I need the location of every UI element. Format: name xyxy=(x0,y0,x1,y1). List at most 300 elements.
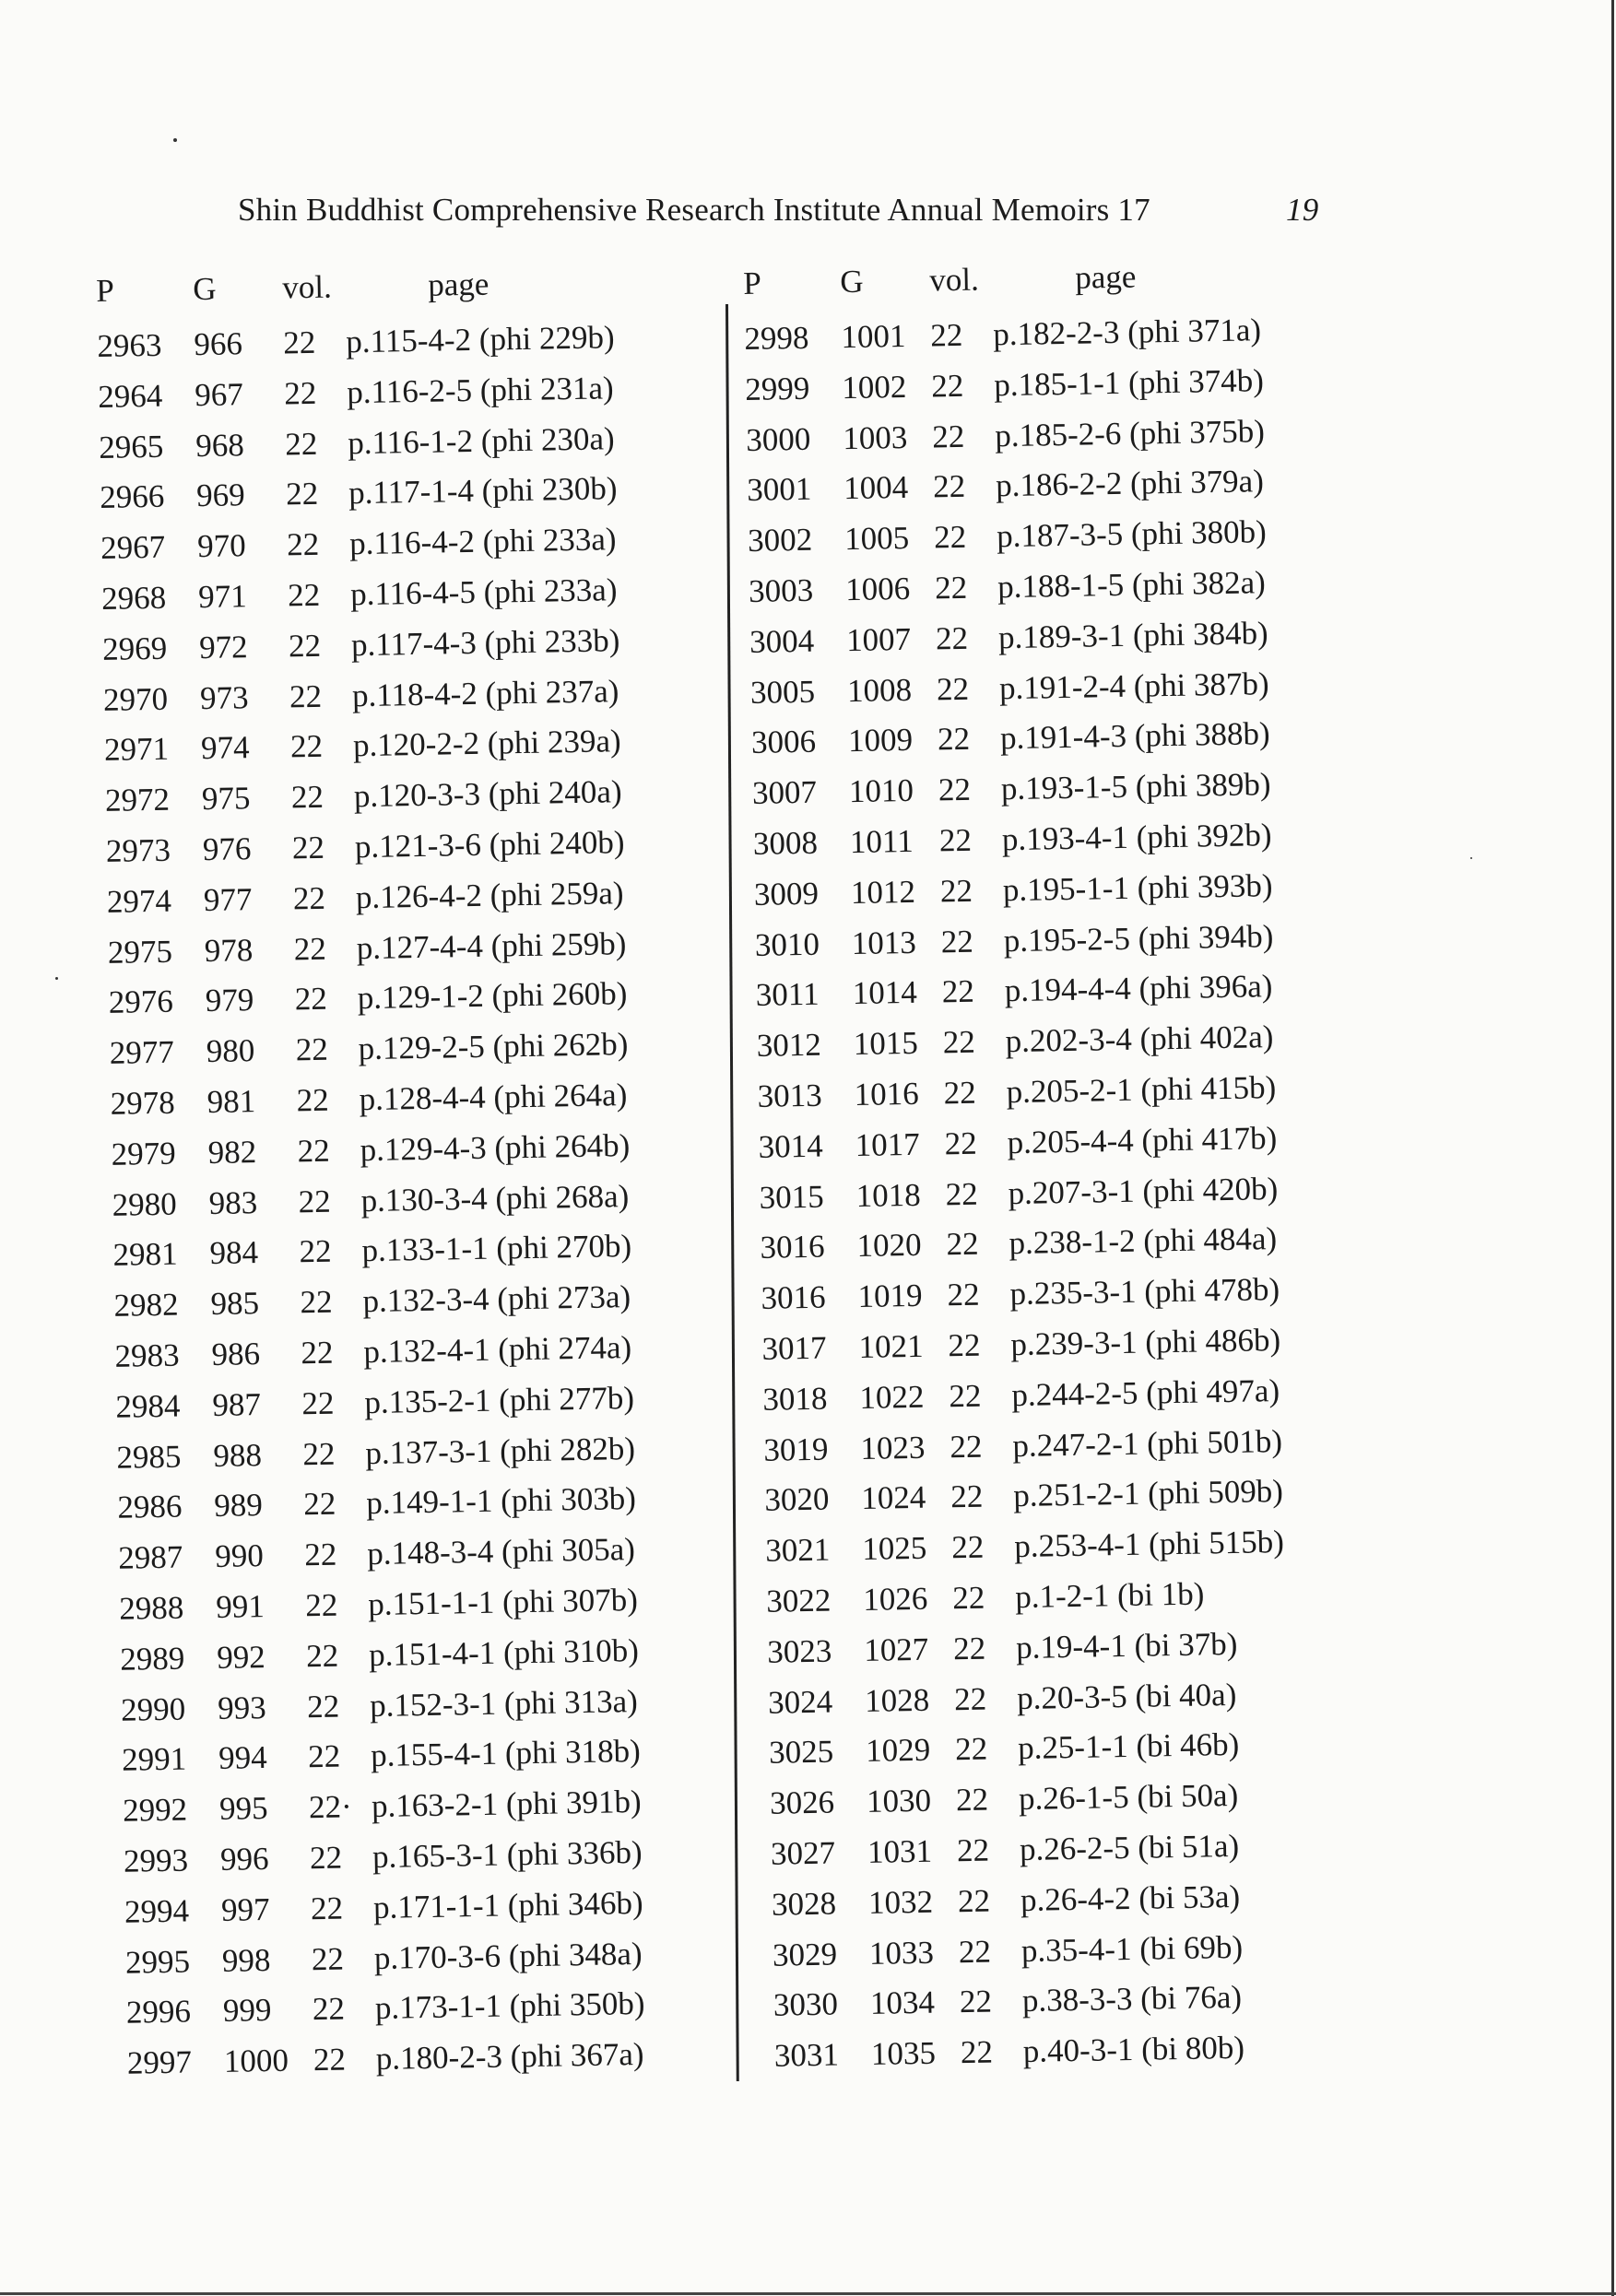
cell-page: p.120-2-2 (phi 239a) xyxy=(352,723,621,764)
cell-page: p.185-1-1 (phi 374b) xyxy=(993,361,1265,404)
cell-vol: 22 xyxy=(312,1990,346,2028)
cell-page: p.151-1-1 (phi 307b) xyxy=(367,1581,639,1622)
cell-g: 1001 xyxy=(841,317,906,356)
cell-vol: 22 xyxy=(289,728,324,765)
cell-p: 2966 xyxy=(99,478,165,516)
cell-g: 1016 xyxy=(854,1075,920,1113)
cell-vol: 22 xyxy=(930,316,963,354)
scan-edge-right xyxy=(1611,0,1614,2296)
cell-g: 999 xyxy=(222,1992,272,2030)
cell-p: 3004 xyxy=(749,622,815,660)
cell-page: p.130-3-4 (phi 268a) xyxy=(360,1177,630,1219)
cell-vol: 22 xyxy=(956,1831,990,1869)
header-p: P xyxy=(96,272,115,309)
cell-g: 1003 xyxy=(842,418,908,456)
cell-vol: 22 xyxy=(947,1276,980,1313)
cell-g: 998 xyxy=(221,1941,271,1979)
cell-page: p.132-3-4 (phi 273a) xyxy=(362,1278,631,1320)
cell-vol: 22 xyxy=(941,973,975,1010)
cell-page: p.189-3-1 (phi 384b) xyxy=(997,614,1268,656)
cell-p: 3006 xyxy=(750,724,817,761)
cell-page: p.137-3-1 (phi 282b) xyxy=(365,1430,636,1471)
cell-g: 989 xyxy=(214,1487,264,1525)
cell-g: 991 xyxy=(215,1587,265,1625)
cell-vol: 22 xyxy=(954,1730,988,1768)
cell-g: 1033 xyxy=(868,1934,935,1972)
cell-p: 2987 xyxy=(117,1538,183,1576)
cell-vol: 22 xyxy=(305,1637,339,1674)
cell-g: 1014 xyxy=(852,974,918,1012)
cell-vol: 22 xyxy=(302,1435,336,1472)
cell-g: 1031 xyxy=(867,1832,933,1870)
cell-g: 975 xyxy=(201,780,251,818)
cell-g: 1006 xyxy=(844,570,911,608)
scan-speck xyxy=(173,138,177,142)
cell-vol: 22 xyxy=(297,1132,330,1170)
header-p: P xyxy=(743,265,762,301)
cell-g: 1021 xyxy=(858,1327,924,1365)
cell-p: 2968 xyxy=(100,579,167,617)
cell-p: 2969 xyxy=(101,630,168,667)
cell-page: p.202-3-4 (phi 402a) xyxy=(1005,1018,1274,1060)
cell-vol: 22 xyxy=(299,1233,332,1270)
cell-page: p.188-1-5 (phi 382a) xyxy=(997,564,1267,606)
cell-g: 1005 xyxy=(843,520,910,558)
cell-g: 1032 xyxy=(867,1883,934,1921)
cell-p: 3031 xyxy=(773,2036,840,2074)
cell-vol: 22 xyxy=(935,619,969,657)
cell-g: 966 xyxy=(194,325,243,363)
cell-g: 996 xyxy=(219,1840,269,1878)
cell-page: p.244-2-5 (phi 497a) xyxy=(1011,1372,1280,1413)
cell-page: p.207-3-1 (phi 420b) xyxy=(1008,1170,1279,1211)
page-number: 19 xyxy=(1286,192,1319,228)
cell-p: 2986 xyxy=(117,1488,183,1526)
cell-page: p.155-4-1 (phi 318b) xyxy=(370,1733,642,1774)
cell-page: p.235-3-1 (phi 478b) xyxy=(1009,1271,1280,1313)
cell-g: 1018 xyxy=(855,1176,921,1214)
cell-vol: 22 xyxy=(931,418,965,455)
cell-vol: 22 xyxy=(943,1074,977,1112)
cell-page: p.128-4-4 (phi 264a) xyxy=(359,1077,628,1118)
cell-page: p.117-1-4 (phi 230b) xyxy=(348,470,618,512)
cell-p: 2979 xyxy=(111,1135,177,1172)
cell-g: 1030 xyxy=(866,1782,932,1820)
cell-g: 972 xyxy=(198,628,248,665)
cell-p: 2967 xyxy=(100,528,166,567)
cell-p: 2991 xyxy=(121,1740,187,1779)
cell-page: p.182-2-3 (phi 371a) xyxy=(993,312,1262,353)
cell-p: 2982 xyxy=(113,1286,179,1324)
cell-g: 1026 xyxy=(862,1580,928,1618)
cell-page: p.185-2-6 (phi 375b) xyxy=(994,412,1266,453)
cell-p: 2996 xyxy=(125,1993,192,2031)
cell-p: 3028 xyxy=(771,1885,837,1923)
cell-g: 1011 xyxy=(849,822,914,861)
cell-p: 3029 xyxy=(772,1936,838,1973)
cell-p: 2980 xyxy=(112,1185,177,1223)
cell-g: 971 xyxy=(197,578,247,616)
cell-vol: 22 xyxy=(303,1485,336,1523)
cell-p: 2997 xyxy=(126,2043,193,2081)
cell-g: 990 xyxy=(214,1537,265,1575)
cell-page: p.116-2-5 (phi 231a) xyxy=(346,370,614,411)
cell-p: 3013 xyxy=(757,1077,823,1114)
cell-vol: 22 xyxy=(958,1933,992,1970)
right-table-body xyxy=(744,309,1438,2088)
cell-page: p.187-3-5 (phi 380b) xyxy=(996,513,1268,555)
cell-vol: 22 xyxy=(293,930,327,967)
header-vol: vol. xyxy=(928,261,980,299)
cell-g: 1019 xyxy=(857,1277,923,1315)
cell-p: 3019 xyxy=(763,1431,829,1468)
cell-page: p.148-3-4 (phi 305a) xyxy=(366,1531,636,1572)
cell-p: 3008 xyxy=(752,824,819,862)
cell-p: 3020 xyxy=(764,1480,830,1519)
cell-g: 979 xyxy=(205,982,254,1019)
cell-page: p.151-4-1 (phi 310b) xyxy=(368,1631,640,1673)
cell-g: 987 xyxy=(212,1385,262,1423)
cell-p: 3002 xyxy=(747,521,813,559)
cell-vol: 22 xyxy=(933,519,967,556)
cell-g: 1022 xyxy=(859,1378,925,1416)
table-row xyxy=(127,2033,792,2095)
cell-vol: 22 xyxy=(294,981,328,1018)
cell-page: p.173-1-1 (phi 350b) xyxy=(374,1985,645,2027)
cell-page: p.163-2-1 (phi 391b) xyxy=(371,1784,642,1825)
cell-vol: 22 xyxy=(940,923,974,960)
cell-vol: 22 xyxy=(944,1124,977,1162)
cell-page: p.193-4-1 (phi 392b) xyxy=(1001,817,1272,858)
cell-page: p.186-2-2 (phi 379a) xyxy=(995,463,1265,504)
cell-p: 2994 xyxy=(124,1892,190,1930)
cell-page: p.152-3-1 (phi 313a) xyxy=(369,1682,639,1724)
cell-g: 977 xyxy=(203,880,253,918)
cell-p: 2999 xyxy=(745,370,810,407)
cell-g: 992 xyxy=(216,1638,266,1676)
cell-p: 2971 xyxy=(103,731,170,769)
cell-vol: 22 xyxy=(290,778,324,816)
cell-p: 3021 xyxy=(764,1531,831,1569)
cell-p: 3016 xyxy=(761,1278,826,1316)
cell-p: 2988 xyxy=(118,1589,184,1627)
cell-g: 976 xyxy=(202,830,252,868)
cell-p: 3007 xyxy=(751,773,818,812)
cell-page: p.116-4-5 (phi 233a) xyxy=(349,571,618,613)
header-vol: vol. xyxy=(281,268,333,306)
cell-page: p.38-3-3 (bi 76a) xyxy=(1021,1979,1243,2019)
cell-vol: 22 xyxy=(948,1326,981,1364)
cell-g: 1024 xyxy=(861,1479,926,1517)
cell-p: 2990 xyxy=(120,1690,186,1728)
cell-page: p.194-4-4 (phi 396a) xyxy=(1004,968,1273,1009)
cell-g: 1000 xyxy=(223,2042,289,2079)
cell-p: 3010 xyxy=(754,925,820,963)
cell-p: 3012 xyxy=(756,1026,822,1065)
cell-page: p.191-2-4 (phi 387b) xyxy=(998,665,1269,706)
cell-g: 1020 xyxy=(856,1227,922,1265)
running-header xyxy=(238,192,1326,229)
cell-p: 2978 xyxy=(110,1084,176,1122)
cell-page: p.25-1-1 (bi 46b) xyxy=(1017,1726,1240,1767)
cell-g: 1035 xyxy=(870,2034,937,2072)
cell-vol: 22 xyxy=(942,1023,976,1061)
cell-vol: 22 xyxy=(291,829,325,866)
cell-g: 1013 xyxy=(851,924,917,961)
cell-page: p.116-4-2 (phi 233a) xyxy=(348,521,617,562)
cell-p: 2963 xyxy=(97,326,162,364)
right-column-table xyxy=(743,253,1438,2088)
cell-g: 980 xyxy=(206,1032,255,1070)
cell-vol: 22 xyxy=(959,1983,993,2020)
cell-vol: 22 xyxy=(951,1579,985,1617)
cell-page: p.129-2-5 (phi 262b) xyxy=(358,1026,629,1067)
cell-page: p.170-3-6 (phi 348a) xyxy=(373,1935,643,1976)
left-column-table xyxy=(96,261,791,2095)
cell-page: p.238-1-2 (phi 484a) xyxy=(1009,1220,1278,1262)
cell-p: 3011 xyxy=(755,976,820,1014)
cell-g: 1004 xyxy=(843,469,909,507)
cell-p: 2970 xyxy=(102,680,169,718)
cell-p: 3005 xyxy=(749,673,816,711)
cell-g: 984 xyxy=(209,1234,259,1272)
cell-p: 2976 xyxy=(108,983,174,1021)
cell-p: 2992 xyxy=(122,1791,188,1829)
cell-vol: 22 xyxy=(945,1175,978,1212)
cell-page: p.193-1-5 (phi 389b) xyxy=(1000,766,1271,807)
cell-g: 1029 xyxy=(865,1732,931,1770)
cell-g: 993 xyxy=(217,1689,267,1726)
header-g: G xyxy=(192,270,217,308)
cell-p: 3018 xyxy=(762,1380,828,1418)
cell-page: p.120-3-3 (phi 240a) xyxy=(353,773,622,815)
cell-vol: 22 xyxy=(300,1283,333,1321)
cell-vol: 22 xyxy=(949,1377,982,1415)
cell-page: p.205-2-1 (phi 415b) xyxy=(1006,1068,1277,1111)
cell-g: 974 xyxy=(200,729,250,767)
cell-vol: 22 xyxy=(309,1839,343,1877)
cell-page: p.251-2-1 (phi 509b) xyxy=(1013,1473,1284,1514)
cell-page: p.132-4-1 (phi 274a) xyxy=(363,1328,632,1371)
cell-page: p.135-2-1 (phi 277b) xyxy=(364,1379,635,1420)
cell-g: 1002 xyxy=(841,368,907,406)
cell-page: p.129-1-2 (phi 260b) xyxy=(357,975,628,1017)
cell-page: p.20-3-5 (bi 40a) xyxy=(1016,1676,1237,1716)
cell-p: 2972 xyxy=(104,781,171,819)
cell-vol: 22 xyxy=(960,2033,994,2071)
cell-page: p.247-2-1 (phi 501b) xyxy=(1012,1422,1283,1464)
cell-p: 2975 xyxy=(107,933,173,971)
cell-vol: 22 xyxy=(939,872,973,910)
cell-page: p.171-1-1 (phi 346b) xyxy=(372,1884,643,1925)
cell-page: p.133-1-1 (phi 270b) xyxy=(361,1228,632,1269)
cell-page: p.19-4-1 (bi 37b) xyxy=(1015,1625,1238,1666)
cell-p: 2977 xyxy=(109,1033,175,1072)
cell-vol: 22 xyxy=(289,677,323,714)
cell-p: 3023 xyxy=(766,1632,832,1670)
scan-speck xyxy=(1470,857,1472,859)
cell-vol: 22 xyxy=(310,1890,344,1926)
cell-p: 3017 xyxy=(761,1329,827,1367)
cell-g: 1034 xyxy=(869,1984,936,2022)
cell-g: 1017 xyxy=(855,1125,921,1163)
cell-page: p.195-2-5 (phi 394b) xyxy=(1003,917,1274,959)
cell-g: 1027 xyxy=(863,1631,929,1668)
cell-g: 981 xyxy=(206,1083,256,1120)
cell-vol: 22 xyxy=(288,627,322,665)
cell-vol: 22· xyxy=(308,1788,353,1826)
cell-p: 2985 xyxy=(116,1438,182,1476)
cell-g: 994 xyxy=(218,1739,267,1777)
cell-g: 978 xyxy=(204,931,254,969)
cell-g: 982 xyxy=(207,1133,257,1171)
cell-p: 2983 xyxy=(114,1336,180,1374)
cell-vol: 22 xyxy=(937,721,971,758)
cell-vol: 22 xyxy=(311,1940,345,1977)
cell-page: p.205-4-4 (phi 417b) xyxy=(1007,1119,1278,1160)
cell-page: p.26-1-5 (bi 50a) xyxy=(1018,1776,1239,1818)
cell-vol: 22 xyxy=(292,879,326,917)
cell-vol: 22 xyxy=(950,1478,984,1515)
cell-vol: 22 xyxy=(285,476,319,512)
cell-g: 967 xyxy=(194,376,244,413)
cell-vol: 22 xyxy=(950,1428,983,1465)
cell-p: 3015 xyxy=(759,1178,824,1216)
cell-page: p.117-4-3 (phi 233b) xyxy=(350,621,620,664)
cell-vol: 22 xyxy=(284,425,318,463)
cell-vol: 22 xyxy=(938,821,973,859)
cell-g: 1012 xyxy=(850,873,916,911)
cell-g: 985 xyxy=(210,1285,260,1323)
cell-page: p.26-2-5 (bi 51a) xyxy=(1019,1827,1240,1867)
cell-vol: 22 xyxy=(301,1334,334,1372)
cell-p: 2974 xyxy=(106,882,172,920)
cell-g: 969 xyxy=(195,477,246,514)
cell-g: 995 xyxy=(218,1790,268,1828)
cell-p: 2989 xyxy=(119,1640,185,1678)
cell-g: 1025 xyxy=(861,1529,927,1568)
cell-p: 2965 xyxy=(98,428,164,465)
cell-p: 3003 xyxy=(748,571,814,609)
cell-p: 2998 xyxy=(744,319,809,357)
cell-g: 1008 xyxy=(846,671,913,709)
cell-page: p.40-3-1 (bi 80b) xyxy=(1022,2029,1245,2070)
cell-g: 983 xyxy=(208,1183,258,1221)
cell-page: p.35-4-1 (bi 69b) xyxy=(1020,1928,1244,1969)
cell-page: p.126-4-2 (phi 259a) xyxy=(355,874,624,915)
cell-p: 3027 xyxy=(770,1834,836,1872)
cell-page: p.180-2-3 (phi 367a) xyxy=(375,2036,644,2078)
cell-p: 2981 xyxy=(112,1235,178,1274)
cell-p: 3026 xyxy=(769,1784,835,1821)
left-table-body xyxy=(97,316,791,2095)
cell-g: 970 xyxy=(196,527,247,565)
cell-g: 1009 xyxy=(847,722,914,759)
cell-vol: 22 xyxy=(952,1630,986,1666)
cell-page: p.1-2-1 (bi 1b) xyxy=(1014,1575,1205,1615)
cell-g: 973 xyxy=(199,678,249,716)
cell-vol: 22 xyxy=(953,1680,987,1717)
cell-vol: 22 xyxy=(295,1030,329,1068)
cell-p: 2964 xyxy=(98,377,163,415)
cell-vol: 22 xyxy=(287,576,321,614)
cell-vol: 22 xyxy=(957,1882,991,1919)
cell-page: p.239-3-1 (phi 486b) xyxy=(1010,1321,1281,1363)
cell-g: 1010 xyxy=(848,772,914,810)
cell-p: 3000 xyxy=(745,420,811,458)
cell-p: 3030 xyxy=(773,1985,839,2024)
cell-vol: 22 xyxy=(286,526,320,563)
cell-page: p.195-1-1 (phi 393b) xyxy=(1002,866,1273,908)
cell-p: 2993 xyxy=(123,1842,189,1879)
cell-page: p.121-3-6 (phi 240b) xyxy=(354,824,625,865)
scan-edge-bottom xyxy=(0,2292,1616,2295)
header-page: page xyxy=(427,265,490,303)
cell-vol: 22 xyxy=(304,1586,338,1624)
cell-p: 3025 xyxy=(768,1733,834,1772)
cell-g: 968 xyxy=(195,426,245,464)
cell-vol: 22 xyxy=(296,1081,330,1119)
cell-p: 3024 xyxy=(767,1683,833,1721)
journal-title: Shin Buddhist Comprehensive Research Institute Annual Memoirs 17 xyxy=(238,192,1150,228)
cell-page: p.129-4-3 (phi 264b) xyxy=(360,1126,631,1168)
cell-p: 3009 xyxy=(753,875,820,913)
cell-page: p.116-1-2 (phi 230a) xyxy=(347,419,615,461)
cell-vol: 22 xyxy=(930,367,964,405)
cell-vol: 22 xyxy=(932,468,966,505)
cell-vol: 22 xyxy=(950,1528,985,1566)
cell-p: 3022 xyxy=(765,1582,832,1619)
cell-p: 3016 xyxy=(760,1228,825,1266)
scan-speck xyxy=(55,977,58,980)
cell-page: p.149-1-1 (phi 303b) xyxy=(366,1480,637,1522)
cell-p: 2995 xyxy=(124,1943,191,1981)
cell-vol: 22 xyxy=(936,670,970,707)
cell-g: 997 xyxy=(220,1890,270,1928)
cell-page: p.165-3-1 (phi 336b) xyxy=(372,1833,643,1875)
cell-p: 3014 xyxy=(758,1127,824,1165)
cell-p: 2973 xyxy=(105,831,171,869)
cell-g: 1015 xyxy=(853,1024,919,1063)
cell-page: p.115-4-2 (phi 229b) xyxy=(346,319,615,360)
cell-vol: 22 xyxy=(307,1737,341,1775)
cell-vol: 22 xyxy=(303,1536,337,1573)
header-page: page xyxy=(1074,258,1137,296)
cell-vol: 22 xyxy=(298,1183,331,1219)
cell-page: p.118-4-2 (phi 237a) xyxy=(351,672,619,713)
cell-vol: 22 xyxy=(955,1781,989,1819)
cell-g: 988 xyxy=(213,1436,263,1474)
cell-vol: 22 xyxy=(938,771,972,808)
cell-g: 1007 xyxy=(845,620,912,658)
cell-vol: 22 xyxy=(313,2041,347,2078)
cell-page: p.253-4-1 (phi 515b) xyxy=(1013,1524,1285,1565)
cell-page: p.26-4-2 (bi 53a) xyxy=(1020,1878,1241,1918)
cell-vol: 22 xyxy=(306,1688,340,1725)
cell-g: 986 xyxy=(211,1336,261,1372)
cell-vol: 22 xyxy=(283,374,317,412)
cell-vol: 22 xyxy=(934,569,968,606)
cell-p: 3001 xyxy=(746,471,812,509)
cell-page: p.191-4-3 (phi 388b) xyxy=(999,715,1270,757)
cell-vol: 22 xyxy=(283,324,316,361)
cell-g: 1023 xyxy=(860,1429,926,1466)
table-row xyxy=(774,2026,1439,2088)
cell-page: p.127-4-4 (phi 259b) xyxy=(356,924,627,966)
cell-vol: 22 xyxy=(946,1226,979,1263)
cell-g: 1028 xyxy=(864,1681,930,1719)
header-g: G xyxy=(839,263,864,300)
